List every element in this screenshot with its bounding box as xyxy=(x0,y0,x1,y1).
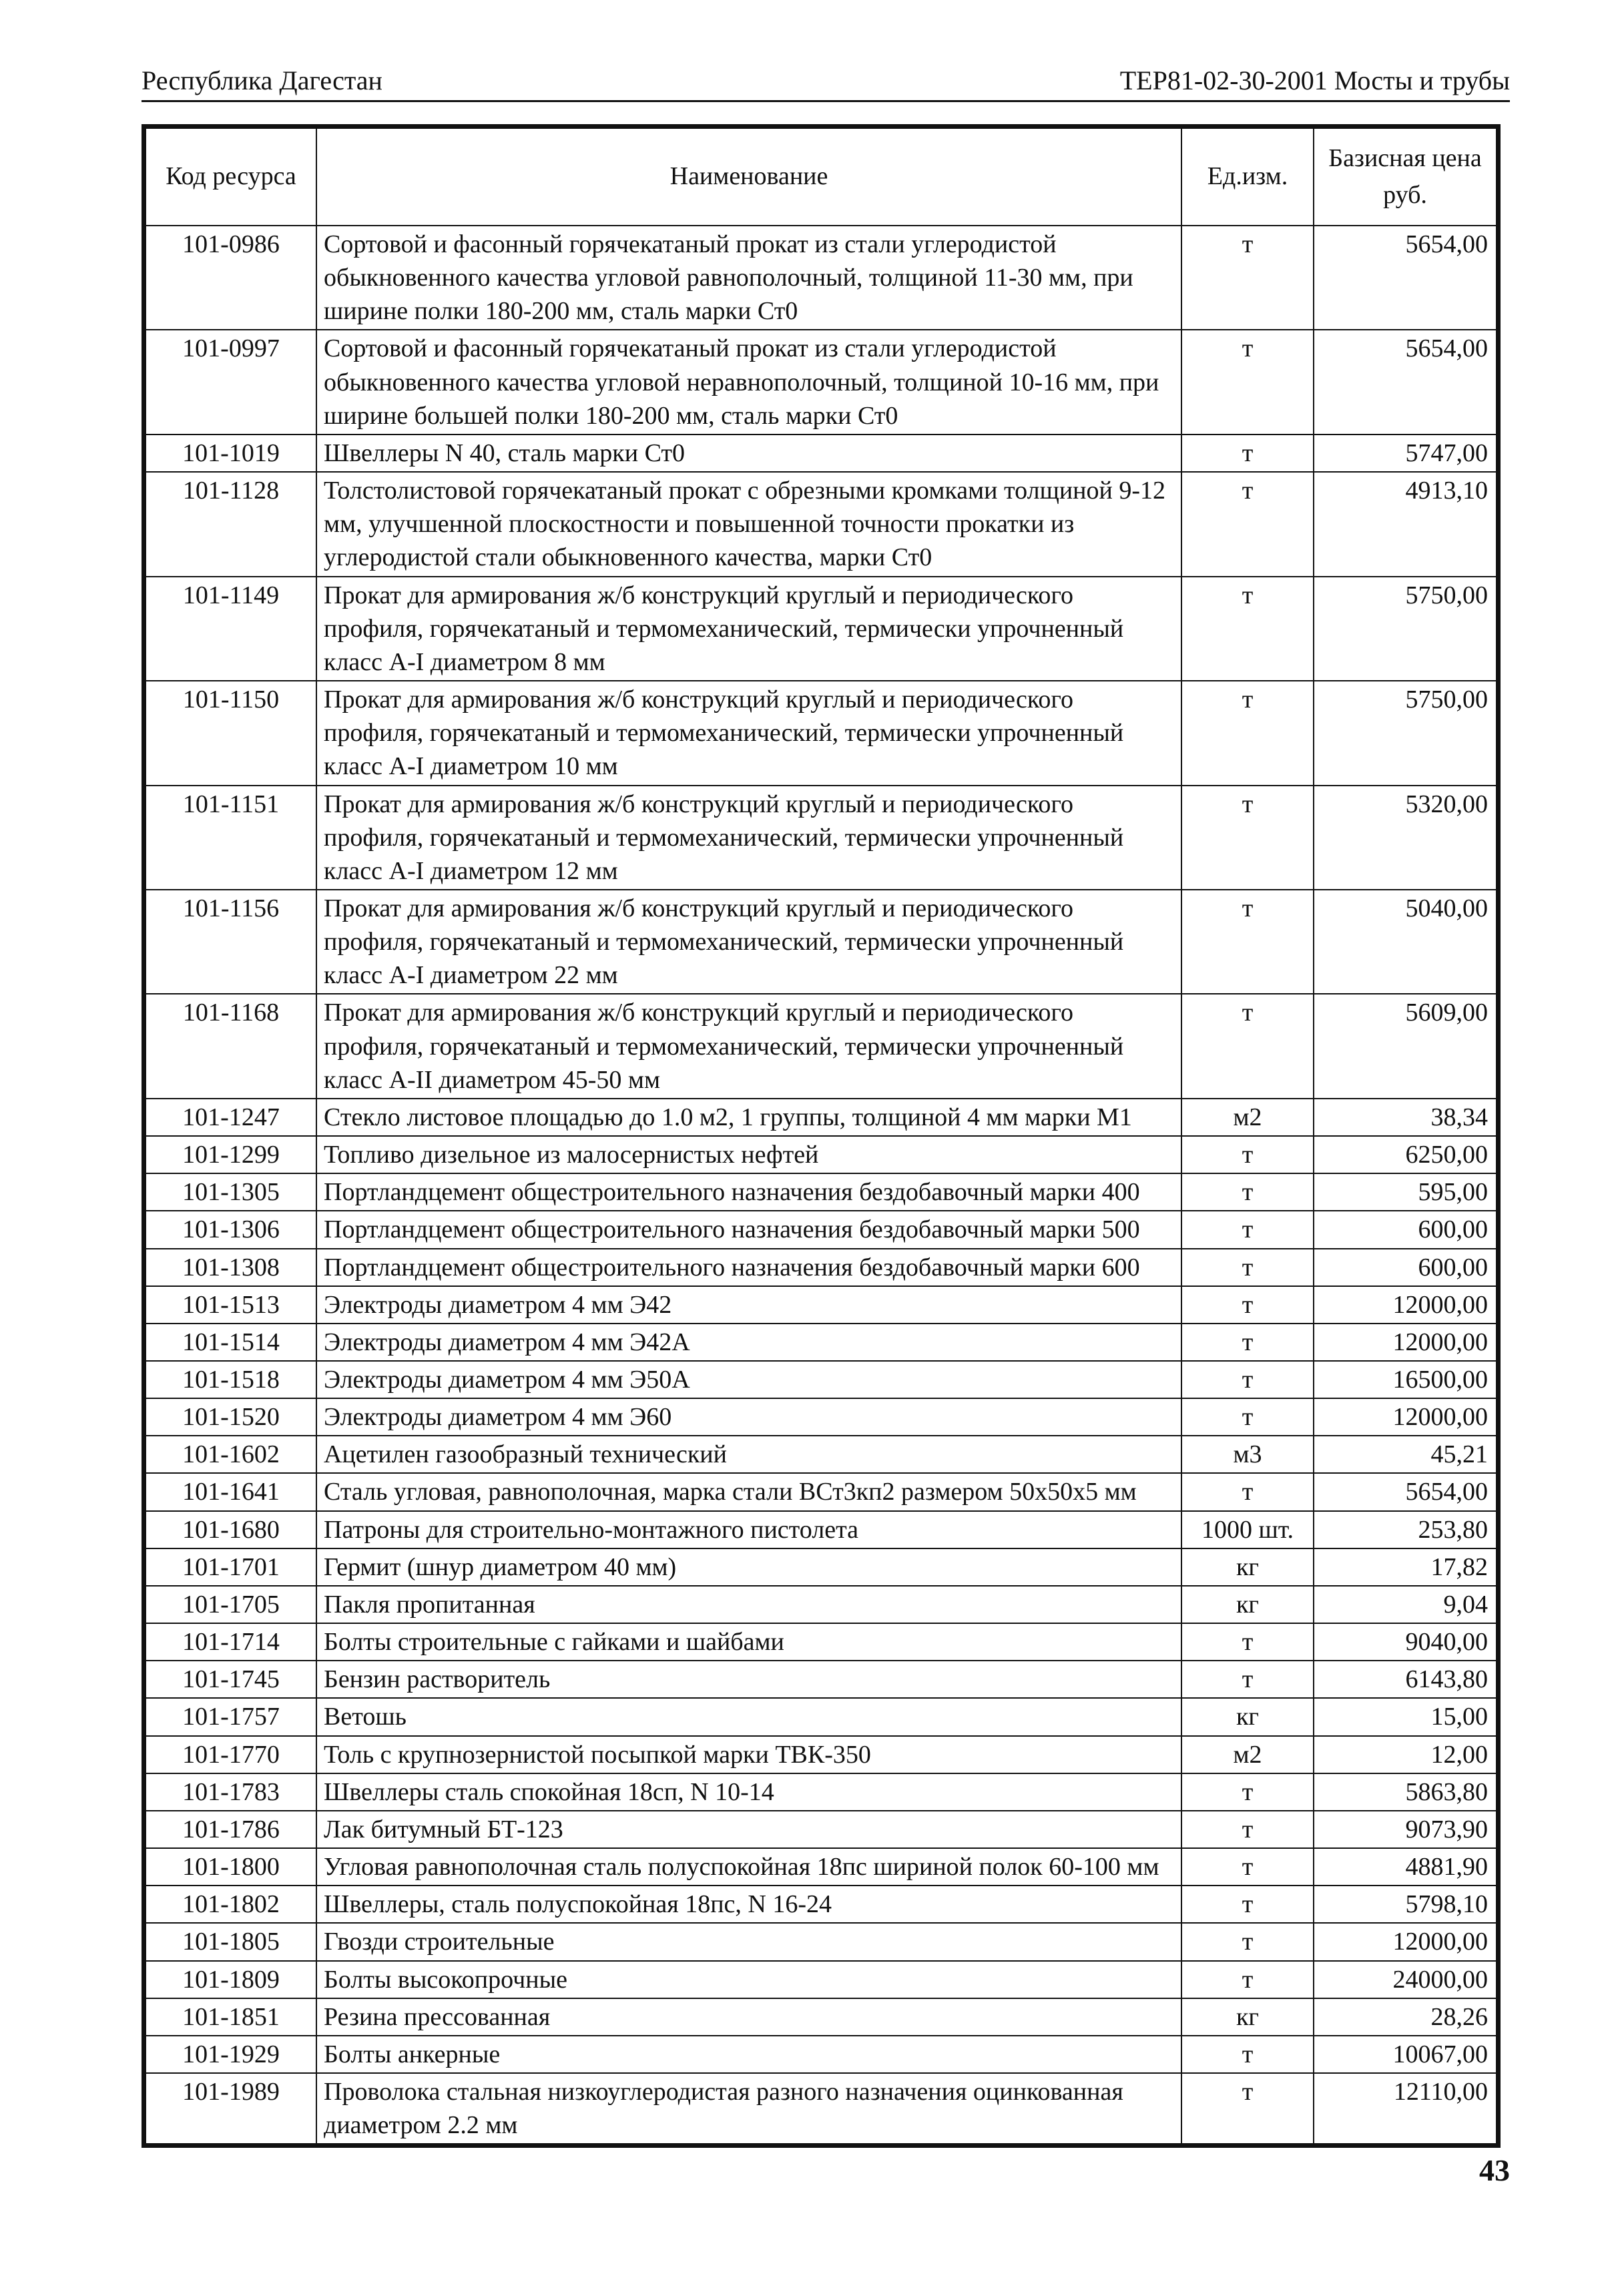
cell-price: 5863,80 xyxy=(1314,1773,1497,1811)
cell-price: 5040,00 xyxy=(1314,890,1497,994)
table-row xyxy=(146,1773,1497,1811)
cell-name: Резина прессованная xyxy=(316,1998,1181,2036)
cell-name: Болты высокопрочные xyxy=(316,1961,1181,1998)
table-row xyxy=(146,226,1497,330)
cell-code: 101-1305 xyxy=(146,1173,316,1211)
cell-unit: т xyxy=(1181,994,1314,1098)
cell-unit: т xyxy=(1181,1661,1314,1698)
cell-name: Гвозди строительные xyxy=(316,1923,1181,1960)
cell-unit: кг xyxy=(1181,1998,1314,2036)
cell-code: 101-1745 xyxy=(146,1661,316,1698)
cell-name: Электроды диаметром 4 мм Э42А xyxy=(316,1324,1181,1361)
resource-price-table xyxy=(142,124,1501,2148)
cell-unit: т xyxy=(1181,890,1314,994)
cell-unit: т xyxy=(1181,1773,1314,1811)
cell-name: Гермит (шнур диаметром 40 мм) xyxy=(316,1548,1181,1586)
cell-name: Угловая равнополочная сталь полуспокойная 18пс шириной полок 60-100 мм xyxy=(316,1848,1181,1886)
table-row xyxy=(146,1324,1497,1361)
cell-name: Прокат для армирования ж/б конструкций круглый и периодического профиля, горячекатаный и термомеханический, термически упрочненный класс А-II диаметром 45-50 мм xyxy=(316,994,1181,1098)
column-header-price-line2: руб. xyxy=(1383,181,1427,209)
cell-price: 16500,00 xyxy=(1314,1361,1497,1398)
cell-code: 101-1518 xyxy=(146,1361,316,1398)
cell-price: 12110,00 xyxy=(1314,2073,1497,2144)
cell-code: 101-1602 xyxy=(146,1436,316,1473)
table-row xyxy=(146,681,1497,785)
cell-price: 9040,00 xyxy=(1314,1623,1497,1661)
table-row xyxy=(146,2036,1497,2073)
cell-unit: т xyxy=(1181,1923,1314,1960)
cell-name: Прокат для армирования ж/б конструкций круглый и периодического профиля, горячекатаный и термомеханический, термически упрочненный класс А-I диаметром 10 мм xyxy=(316,681,1181,785)
table-row xyxy=(146,890,1497,994)
cell-unit: т xyxy=(1181,1811,1314,1848)
cell-name: Ацетилен газообразный технический xyxy=(316,1436,1181,1473)
table-row xyxy=(146,1436,1497,1473)
cell-unit: кг xyxy=(1181,1586,1314,1623)
cell-code: 101-1308 xyxy=(146,1249,316,1286)
cell-price: 253,80 xyxy=(1314,1511,1497,1548)
cell-price: 17,82 xyxy=(1314,1548,1497,1586)
cell-price: 12000,00 xyxy=(1314,1324,1497,1361)
column-header-code: Код ресурса xyxy=(146,128,316,226)
cell-code: 101-1168 xyxy=(146,994,316,1098)
cell-price: 6143,80 xyxy=(1314,1661,1497,1698)
cell-unit: т xyxy=(1181,1398,1314,1436)
table-row xyxy=(146,1173,1497,1211)
cell-unit: т xyxy=(1181,1211,1314,1248)
cell-code: 101-1783 xyxy=(146,1773,316,1811)
cell-unit: кг xyxy=(1181,1698,1314,1735)
table-row xyxy=(146,1661,1497,1698)
cell-unit: м2 xyxy=(1181,1099,1314,1136)
cell-name: Толстолистовой горячекатаный прокат с обрезными кромками толщиной 9-12 мм, улучшенной плоскостности и повышенной точности прокатки из углеродистой стали обыкновенного качества, марки Ст0 xyxy=(316,472,1181,576)
cell-price: 38,34 xyxy=(1314,1099,1497,1136)
cell-name: Стекло листовое площадью до 1.0 м2, 1 группы, толщиной 4 мм марки М1 xyxy=(316,1099,1181,1136)
cell-price: 12000,00 xyxy=(1314,1286,1497,1324)
cell-unit: т xyxy=(1181,2073,1314,2144)
cell-price: 45,21 xyxy=(1314,1436,1497,1473)
cell-code: 101-1156 xyxy=(146,890,316,994)
cell-name: Бензин растворитель xyxy=(316,1661,1181,1698)
cell-code: 101-1019 xyxy=(146,435,316,472)
cell-name: Сортовой и фасонный горячекатаный прокат из стали углеродистой обыкновенного качества угловой неравнополочный, толщиной 10-16 мм, при ширине большей полки 180-200 мм, сталь марки Ст0 xyxy=(316,330,1181,434)
table-row xyxy=(146,577,1497,681)
cell-code: 101-1150 xyxy=(146,681,316,785)
cell-code: 101-1306 xyxy=(146,1211,316,1248)
cell-price: 5654,00 xyxy=(1314,1473,1497,1510)
column-header-name: Наименование xyxy=(316,128,1181,226)
cell-price: 600,00 xyxy=(1314,1249,1497,1286)
table-row xyxy=(146,1961,1497,1998)
table-row xyxy=(146,330,1497,434)
table-header-row xyxy=(146,128,1497,226)
table-row xyxy=(146,994,1497,1098)
cell-price: 4913,10 xyxy=(1314,472,1497,576)
table-row xyxy=(146,1361,1497,1398)
cell-price: 10067,00 xyxy=(1314,2036,1497,2073)
table-row xyxy=(146,786,1497,890)
cell-code: 101-1705 xyxy=(146,1586,316,1623)
cell-name: Ветошь xyxy=(316,1698,1181,1735)
table-row xyxy=(146,1398,1497,1436)
table-row xyxy=(146,1698,1497,1735)
header-region: Республика Дагестан xyxy=(142,65,382,95)
cell-price: 12000,00 xyxy=(1314,1398,1497,1436)
cell-unit: т xyxy=(1181,1136,1314,1173)
cell-code: 101-0986 xyxy=(146,226,316,330)
cell-price: 600,00 xyxy=(1314,1211,1497,1248)
cell-name: Прокат для армирования ж/б конструкций круглый и периодического профиля, горячекатаный и термомеханический, термически упрочненный класс А-I диаметром 12 мм xyxy=(316,786,1181,890)
cell-code: 101-1151 xyxy=(146,786,316,890)
cell-name: Швеллеры, сталь полуспокойная 18пс, N 16-24 xyxy=(316,1886,1181,1923)
cell-name: Сталь угловая, равнополочная, марка стали ВСт3кп2 размером 50х50х5 мм xyxy=(316,1473,1181,1510)
cell-name: Сортовой и фасонный горячекатаный прокат из стали углеродистой обыкновенного качества угловой равнополочный, толщиной 11-30 мм, при ширине полки 180-200 мм, сталь марки Ст0 xyxy=(316,226,1181,330)
cell-price: 12000,00 xyxy=(1314,1923,1497,1960)
cell-price: 595,00 xyxy=(1314,1173,1497,1211)
cell-name: Толь с крупнозернистой посыпкой марки ТВК-350 xyxy=(316,1736,1181,1773)
table-row xyxy=(146,1473,1497,1510)
cell-code: 101-1514 xyxy=(146,1324,316,1361)
cell-code: 101-1929 xyxy=(146,2036,316,2073)
table-row xyxy=(146,1136,1497,1173)
cell-code: 101-1757 xyxy=(146,1698,316,1735)
cell-code: 101-1701 xyxy=(146,1548,316,1586)
cell-name: Электроды диаметром 4 мм Э42 xyxy=(316,1286,1181,1324)
cell-unit: т xyxy=(1181,1623,1314,1661)
cell-code: 101-0997 xyxy=(146,330,316,434)
cell-unit: 1000 шт. xyxy=(1181,1511,1314,1548)
cell-name: Прокат для армирования ж/б конструкций круглый и периодического профиля, горячекатаный и термомеханический, термически упрочненный класс А-I диаметром 8 мм xyxy=(316,577,1181,681)
cell-name: Электроды диаметром 4 мм Э60 xyxy=(316,1398,1181,1436)
table-row xyxy=(146,2073,1497,2144)
cell-name: Болты анкерные xyxy=(316,2036,1181,2073)
cell-unit: т xyxy=(1181,330,1314,434)
table-row xyxy=(146,1099,1497,1136)
table-row xyxy=(146,1623,1497,1661)
cell-price: 15,00 xyxy=(1314,1698,1497,1735)
cell-price: 4881,90 xyxy=(1314,1848,1497,1886)
table-row xyxy=(146,1211,1497,1248)
table-row xyxy=(146,1736,1497,1773)
cell-unit: т xyxy=(1181,2036,1314,2073)
table-row xyxy=(146,472,1497,576)
cell-code: 101-1247 xyxy=(146,1099,316,1136)
cell-name: Пакля пропитанная xyxy=(316,1586,1181,1623)
page-header xyxy=(142,63,1510,102)
cell-price: 6250,00 xyxy=(1314,1136,1497,1173)
cell-unit: т xyxy=(1181,1848,1314,1886)
cell-unit: т xyxy=(1181,681,1314,785)
cell-name: Портландцемент общестроительного назначения бездобавочный марки 600 xyxy=(316,1249,1181,1286)
cell-unit: м2 xyxy=(1181,1736,1314,1773)
table-row xyxy=(146,1886,1497,1923)
cell-code: 101-1128 xyxy=(146,472,316,576)
cell-code: 101-1299 xyxy=(146,1136,316,1173)
cell-code: 101-1641 xyxy=(146,1473,316,1510)
column-header-price xyxy=(1314,128,1497,226)
cell-unit: т xyxy=(1181,1286,1314,1324)
cell-price: 5798,10 xyxy=(1314,1886,1497,1923)
cell-name: Проволока стальная низкоуглеродистая разного назначения оцинкованная диаметром 2.2 мм xyxy=(316,2073,1181,2144)
column-header-unit: Ед.изм. xyxy=(1181,128,1314,226)
cell-price: 24000,00 xyxy=(1314,1961,1497,1998)
cell-name: Портландцемент общестроительного назначения бездобавочный марки 500 xyxy=(316,1211,1181,1248)
cell-name: Топливо дизельное из малосернистых нефтей xyxy=(316,1136,1181,1173)
cell-name: Патроны для строительно-монтажного пистолета xyxy=(316,1511,1181,1548)
cell-name: Лак битумный БТ-123 xyxy=(316,1811,1181,1848)
cell-code: 101-1520 xyxy=(146,1398,316,1436)
cell-price: 12,00 xyxy=(1314,1736,1497,1773)
table-row xyxy=(146,1923,1497,1960)
cell-unit: т xyxy=(1181,435,1314,472)
cell-code: 101-1714 xyxy=(146,1623,316,1661)
cell-code: 101-1786 xyxy=(146,1811,316,1848)
table-row xyxy=(146,435,1497,472)
cell-code: 101-1802 xyxy=(146,1886,316,1923)
header-document-code: ТЕР81-02-30-2001 Мосты и трубы xyxy=(1119,65,1510,95)
cell-code: 101-1851 xyxy=(146,1998,316,2036)
table-row xyxy=(146,1548,1497,1586)
cell-price: 28,26 xyxy=(1314,1998,1497,2036)
cell-unit: т xyxy=(1181,1473,1314,1510)
table-row xyxy=(146,1848,1497,1886)
cell-price: 5609,00 xyxy=(1314,994,1497,1098)
cell-unit: т xyxy=(1181,1961,1314,1998)
cell-unit: м3 xyxy=(1181,1436,1314,1473)
column-header-price-line1: Базисная цена xyxy=(1328,144,1482,172)
table-row xyxy=(146,1586,1497,1623)
cell-code: 101-1513 xyxy=(146,1286,316,1324)
cell-unit: т xyxy=(1181,226,1314,330)
cell-price: 5320,00 xyxy=(1314,786,1497,890)
cell-price: 5747,00 xyxy=(1314,435,1497,472)
cell-unit: т xyxy=(1181,1249,1314,1286)
table-row xyxy=(146,1249,1497,1286)
cell-unit: т xyxy=(1181,786,1314,890)
cell-price: 9,04 xyxy=(1314,1586,1497,1623)
cell-name: Портландцемент общестроительного назначения бездобавочный марки 400 xyxy=(316,1173,1181,1211)
table-row xyxy=(146,1811,1497,1848)
cell-unit: т xyxy=(1181,577,1314,681)
cell-unit: т xyxy=(1181,1886,1314,1923)
cell-code: 101-1149 xyxy=(146,577,316,681)
table-row xyxy=(146,1998,1497,2036)
cell-code: 101-1809 xyxy=(146,1961,316,1998)
cell-name: Швеллеры N 40, сталь марки Ст0 xyxy=(316,435,1181,472)
cell-name: Прокат для армирования ж/б конструкций круглый и периодического профиля, горячекатаный и термомеханический, термически упрочненный класс А-I диаметром 22 мм xyxy=(316,890,1181,994)
cell-name: Электроды диаметром 4 мм Э50А xyxy=(316,1361,1181,1398)
cell-price: 5654,00 xyxy=(1314,226,1497,330)
cell-code: 101-1805 xyxy=(146,1923,316,1960)
cell-name: Швеллеры сталь спокойная 18сп, N 10-14 xyxy=(316,1773,1181,1811)
cell-code: 101-1800 xyxy=(146,1848,316,1886)
cell-unit: т xyxy=(1181,1173,1314,1211)
cell-price: 5654,00 xyxy=(1314,330,1497,434)
cell-unit: кг xyxy=(1181,1548,1314,1586)
cell-price: 5750,00 xyxy=(1314,681,1497,785)
table-row xyxy=(146,1511,1497,1548)
cell-unit: т xyxy=(1181,1324,1314,1361)
cell-price: 9073,90 xyxy=(1314,1811,1497,1848)
cell-price: 5750,00 xyxy=(1314,577,1497,681)
cell-code: 101-1770 xyxy=(146,1736,316,1773)
cell-name: Болты строительные с гайками и шайбами xyxy=(316,1623,1181,1661)
cell-code: 101-1680 xyxy=(146,1511,316,1548)
cell-code: 101-1989 xyxy=(146,2073,316,2144)
cell-unit: т xyxy=(1181,472,1314,576)
page-number: 43 xyxy=(1479,2153,1510,2187)
cell-unit: т xyxy=(1181,1361,1314,1398)
table-row xyxy=(146,1286,1497,1324)
